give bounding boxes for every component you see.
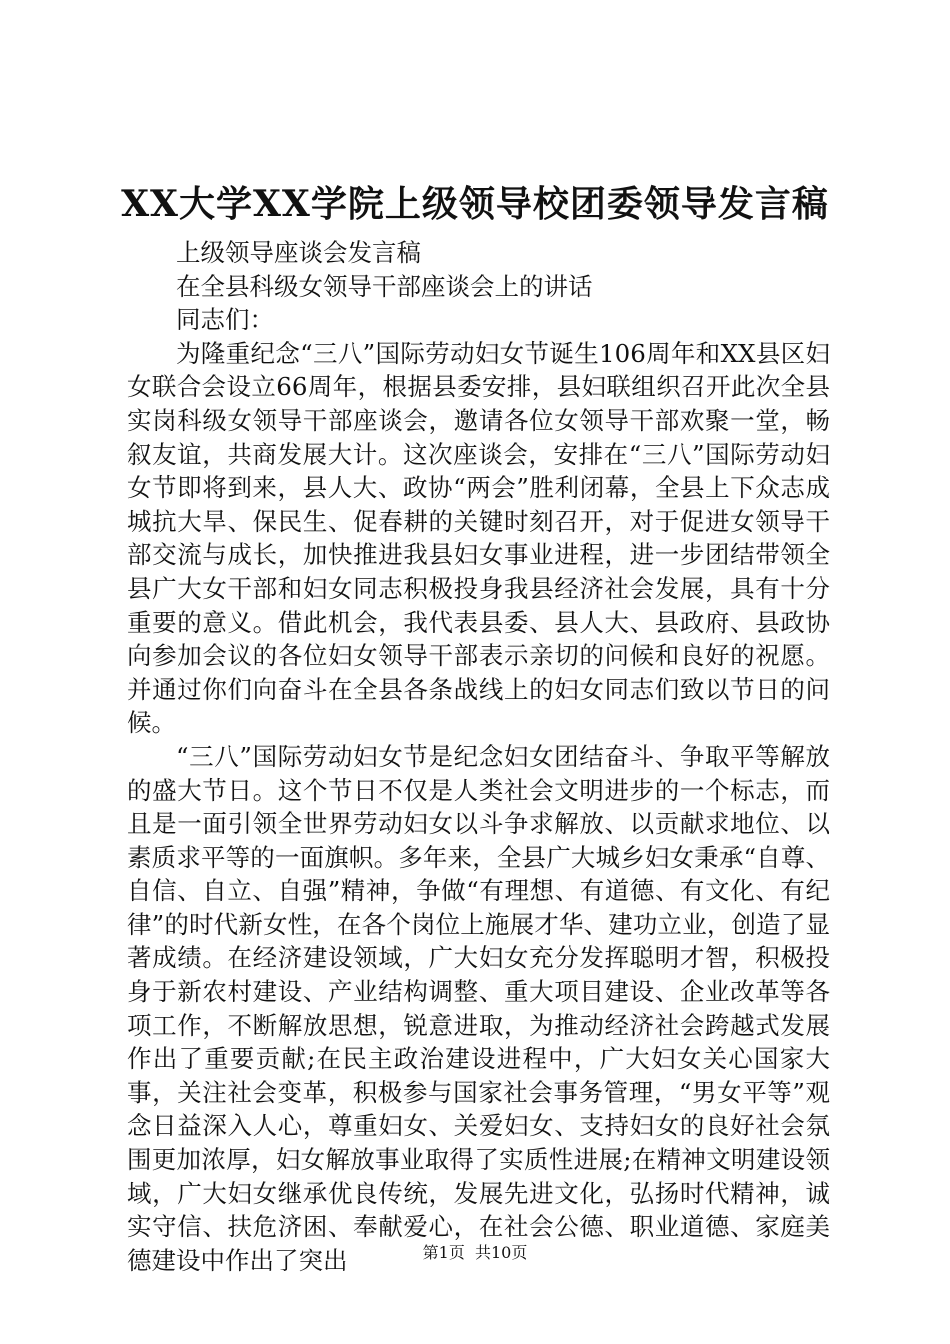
document-body (127, 236, 830, 1277)
page-number-footer: 第1页 共10页 (422, 1243, 528, 1262)
document-title: XX大学XX学院上级领导校团委领导发言稿 (121, 183, 829, 225)
body-paragraph: 为隆重纪念“三八”国际劳动妇女节诞生106周年和XX县区妇女联合会设立66周年，根据县委安排，县妇联组织召开此次全县实岗科级女领导干部座谈会，邀请各位女领导干部欢聚一堂，畅叙友谊，共商发展大计。这次座谈会，安排在“三八”国际劳动妇女节即将到来，县人大、政协“两会”胜利闭幕，全县上下众志成城抗大旱、保民生、促春耕的关键时刻召开，对于促进女领导干部交流与成长，加快推进我县妇女事业进程，进一步团结带领全县广大女干部和妇女同志积极投身我县经济社会发展，具有十分重要的意义。借此机会，我代表县委、县人大、县政府、县政协向参加会议的各位妇女领导干部表示亲切的问候和良好的祝愿。并通过你们向奋斗在全县各条战线上的妇女同志们致以节日的问候。 (127, 338, 830, 738)
body-paragraph: “三八”国际劳动妇女节是纪念妇女团结奋斗、争取平等解放的盛大节日。这个节日不仅是人类社会文明进步的一个标志，而且是一面引领全世界劳动妇女以斗争求解放、以贡献求地位、以素质求平等的一面旗帜。多年来，全县广大城乡妇女秉承“自尊、自信、自立、自强”精神，争做“有理想、有道德、有文化、有纪律”的时代新女性，在各个岗位上施展才华、建功立业，创造了显著成绩。在经济建设领域，广大妇女充分发挥聪明才智，积极投身于新农村建设、产业结构调整、重大项目建设、企业改革等各项工作，不断解放思想，锐意进取，为推动经济社会跨越式发展作出了重要贡献;在民主政治建设进程中，广大妇女关心国家大事，关注社会变革，积极参与国家社会事务管理，“男女平等”观念日益深入人心，尊重妇女、关爱妇女、支持妇女的良好社会氛围更加浓厚，妇女解放事业取得了实质性进展;在精神文明建设领域，广大妇女继承优良传统，发展先进文化，弘扬时代精神，诚实守信、扶危济困、奉献爱心，在社会公德、职业道德、家庭美德建设中作出了突出 (127, 741, 830, 1275)
speech-title-paragraph: 在全县科级女领导干部座谈会上的讲话 (176, 271, 593, 301)
subtitle-paragraph: 上级领导座谈会发言稿 (176, 238, 421, 267)
salutation-paragraph: 同志们： (176, 305, 274, 335)
